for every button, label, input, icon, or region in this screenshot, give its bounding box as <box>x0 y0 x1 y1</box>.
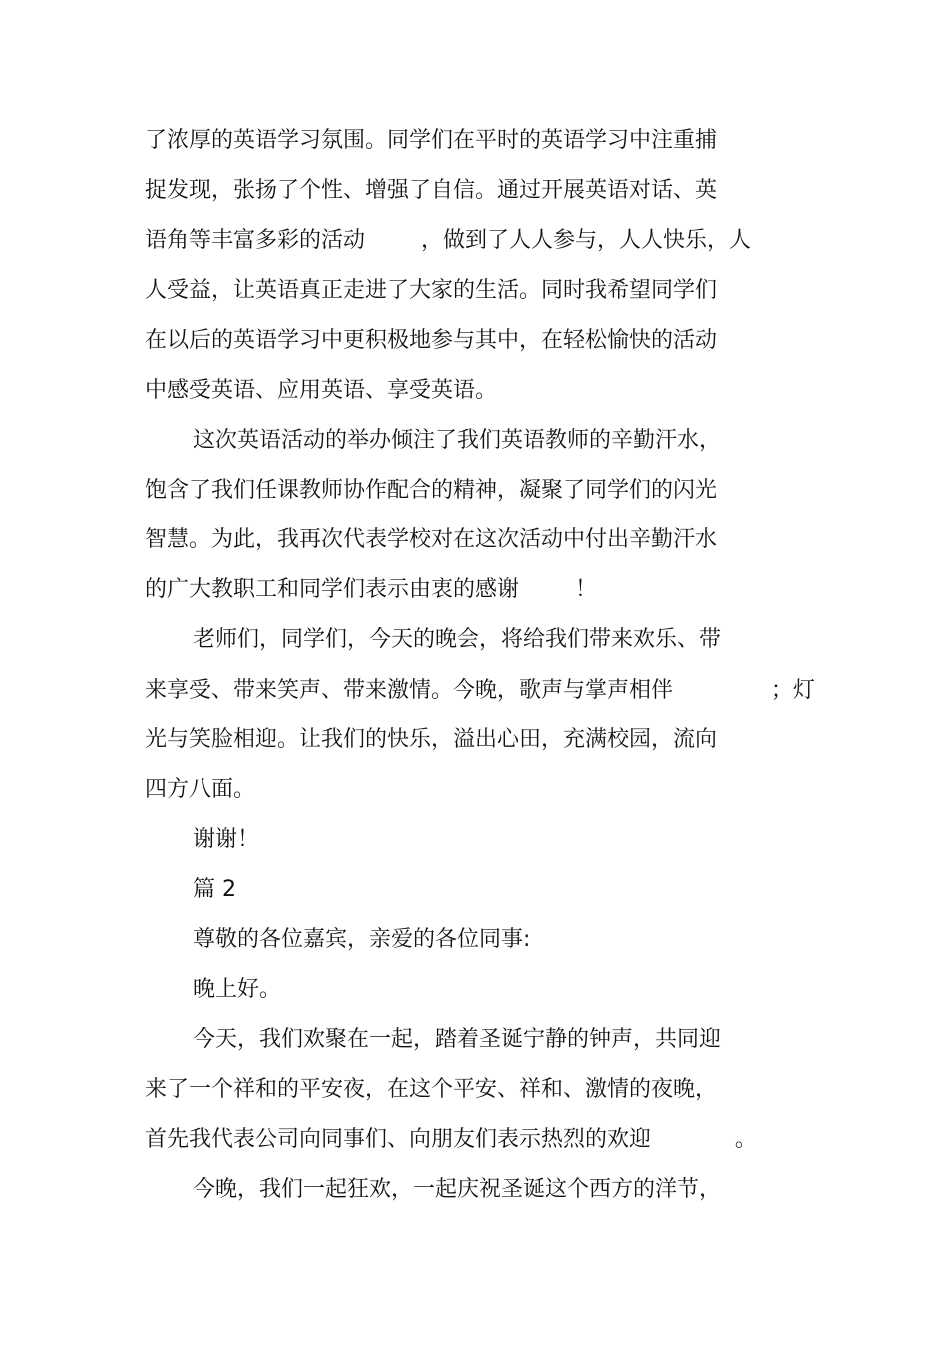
section-heading: 篇 2 <box>193 877 236 902</box>
text-line: 尊敬的各位嘉宾，亲爱的各位同事: <box>193 927 531 952</box>
text-line: 今晚，我们一起狂欢，一起庆祝圣诞这个西方的洋节， <box>193 1177 722 1202</box>
text-line: 首先我代表公司向同事们、向朋友们表示热烈的欢迎 。 <box>145 1127 757 1152</box>
text-line: 捉发现，张扬了个性、增强了自信。通过开展英语对话、英 <box>145 178 718 203</box>
text-line: 这次英语活动的举办倾注了我们英语教师的辛勤汗水， <box>193 428 722 453</box>
text-line: 谢谢！ <box>193 827 260 852</box>
text-line: 来了一个祥和的平安夜，在这个平安、祥和、激情的夜晚， <box>145 1077 718 1102</box>
text-line: 今天，我们欢聚在一起，踏着圣诞宁静的钟声，共同迎 <box>193 1027 722 1052</box>
text-line: 了浓厚的英语学习氛围。同学们在平时的英语学习中注重捕 <box>145 128 718 153</box>
text-line: 中感受英语、应用英语、享受英语。 <box>145 378 498 403</box>
text-line: 饱含了我们任课教师协作配合的精神，凝聚了同学们的闪光 <box>145 478 718 503</box>
text-line: 在以后的英语学习中更积极地参与其中，在轻松愉快的活动 <box>145 328 718 353</box>
text-line: 的广大教职工和同学们表示由衷的感谢 ！ <box>145 577 597 602</box>
text-line: 来享受、带来笑声、带来激情。今晚，歌声与掌声相伴 ；灯 <box>145 678 815 703</box>
text-line: 人受益，让英语真正走进了大家的生活。同时我希望同学们 <box>145 278 718 303</box>
text-line: 语角等丰富多彩的活动 ，做到了人人参与，人人快乐，人 <box>145 228 751 253</box>
text-line: 晚上好。 <box>193 977 282 1002</box>
text-line: 四方八面。 <box>145 777 256 802</box>
text-line: 智慧。为此，我再次代表学校对在这次活动中付出辛勤汗水 <box>145 527 718 552</box>
text-line: 光与笑脸相迎。让我们的快乐，溢出心田，充满校园，流向 <box>145 727 718 752</box>
text-line: 老师们，同学们，今天的晚会，将给我们带来欢乐、带 <box>193 627 722 652</box>
